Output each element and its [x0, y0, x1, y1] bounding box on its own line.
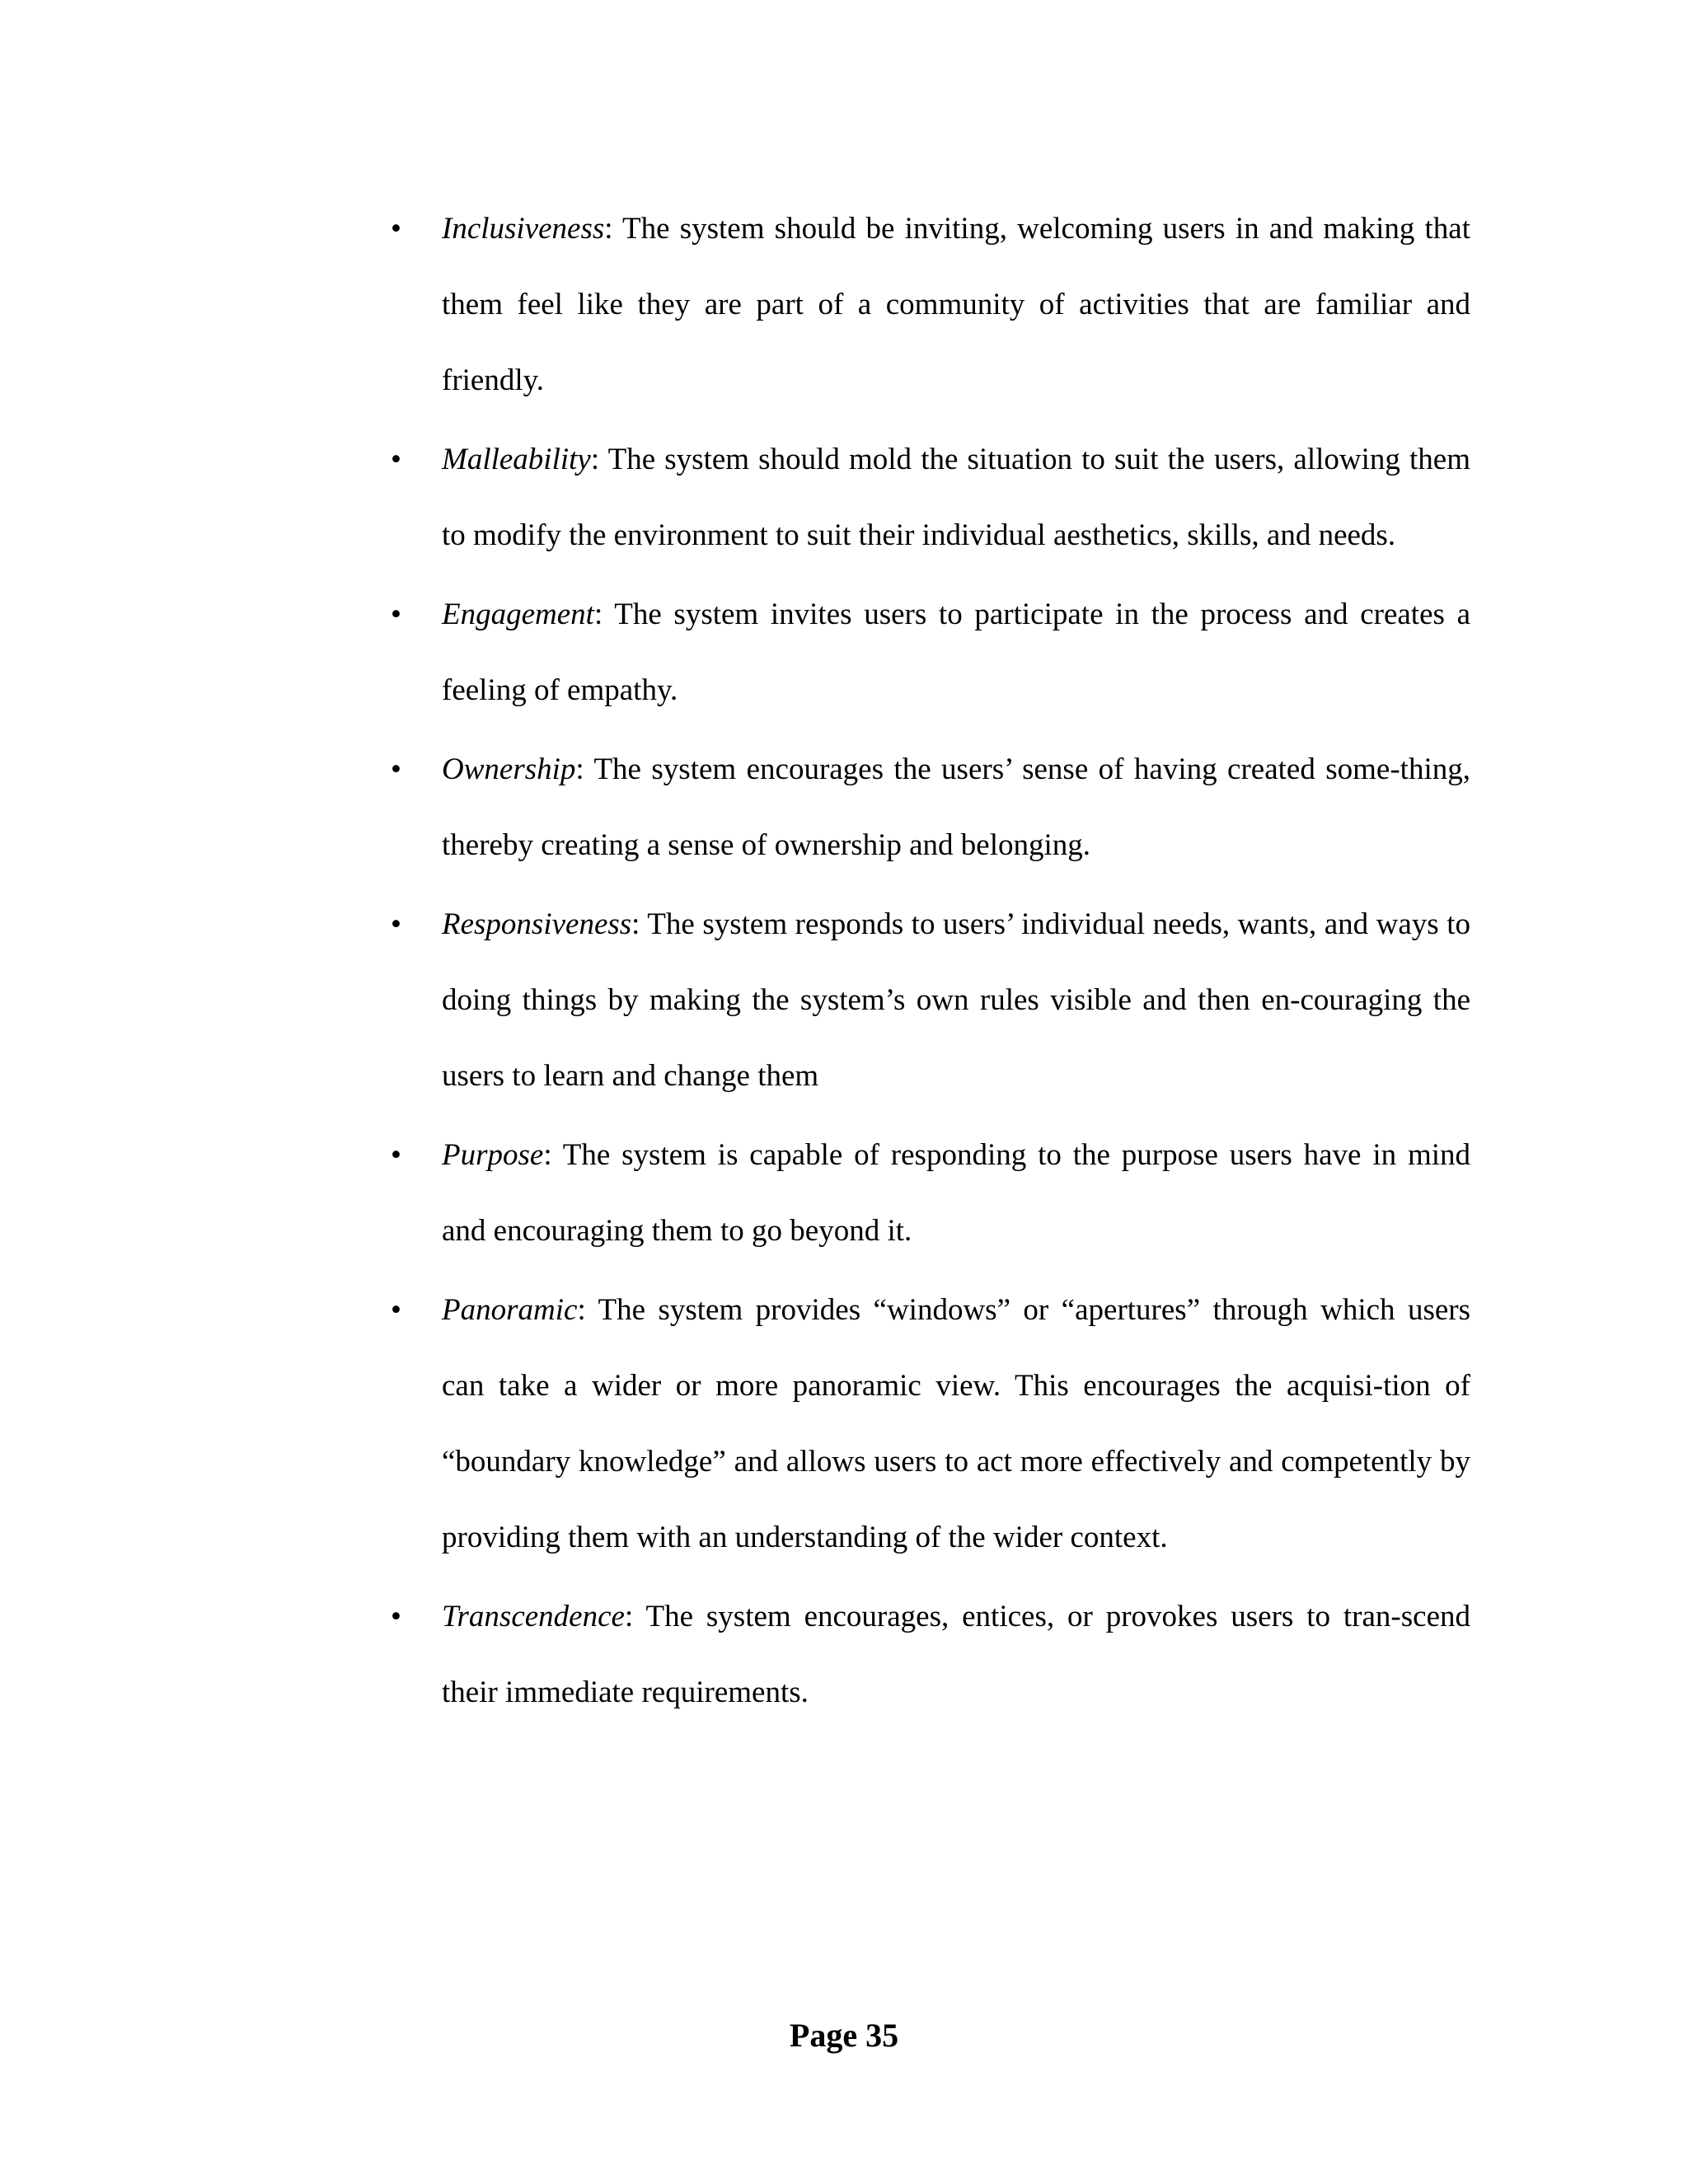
- list-item-term: Purpose: [442, 1138, 544, 1172]
- list-item-transcendence: [391, 1579, 1470, 1731]
- bullet-icon: •: [391, 907, 401, 941]
- list-item-term: Malleability: [442, 443, 591, 476]
- list-item-term: Responsiveness: [442, 907, 632, 941]
- list-item-text: : The system encourages, entices, or provokes users to tran-scend their immediate requirements.: [442, 1600, 1470, 1709]
- list-item-responsiveness: [391, 887, 1470, 1114]
- list-item-text: : The system responds to users’ individual needs, wants, and ways to doing things by making the system’s own rules visible and then en-couraging the users to learn and change them: [442, 907, 1470, 1093]
- list-item-text: : The system encourages the users’ sense of having created some-thing, thereby creating a sense of ownership and belonging.: [442, 752, 1470, 862]
- bullet-icon: •: [391, 1600, 401, 1633]
- list-item-panoramic: [391, 1272, 1470, 1576]
- bullet-icon: •: [391, 1138, 401, 1172]
- list-item-inclusiveness: [391, 191, 1470, 419]
- bullet-icon: •: [391, 1293, 401, 1327]
- list-item-text: : The system should mold the situation to suit the users, allowing them to modify the environment to suit their individual aesthetics, skills, and needs.: [442, 443, 1470, 552]
- list-item-term: Ownership: [442, 752, 576, 786]
- list-item-engagement: [391, 577, 1470, 729]
- list-item-term: Panoramic: [442, 1293, 578, 1327]
- bullet-icon: •: [391, 212, 401, 246]
- list-item-term: Engagement: [442, 598, 594, 631]
- principles-list: [391, 191, 1470, 1734]
- list-item-text: : The system invites users to participate in the process and creates a feeling of empathy.: [442, 598, 1470, 707]
- list-item-ownership: [391, 732, 1470, 883]
- bullet-icon: •: [391, 443, 401, 476]
- list-item-text: : The system is capable of responding to the purpose users have in mind and encouraging them to go beyond it.: [442, 1138, 1470, 1248]
- list-item-text: : The system should be inviting, welcoming users in and making that them feel like they are part of a community of activities that are familiar and friendly.: [442, 212, 1470, 397]
- list-item-purpose: [391, 1118, 1470, 1269]
- bullet-icon: •: [391, 752, 401, 786]
- page-number: Page 35: [789, 2017, 899, 2054]
- list-item-text: : The system provides “windows” or “apertures” through which users can take a wider or more panoramic view. This encourages the acquisi-tion of “boundary knowledge” and allows users to act more effectively and competently by providing them with an understanding of the wider context.: [442, 1293, 1470, 1554]
- list-item-term: Inclusiveness: [442, 212, 605, 246]
- list-item-term: Transcendence: [442, 1600, 625, 1633]
- list-item-malleability: [391, 422, 1470, 574]
- bullet-icon: •: [391, 598, 401, 631]
